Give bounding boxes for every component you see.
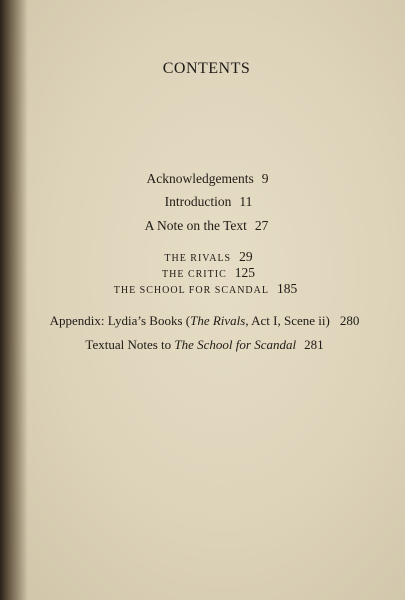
toc-entry-school-for-scandal [0,281,405,297]
toc-entry-title: THE CRITIC [162,269,227,280]
toc-entry-title-prefix: Textual Notes to [85,337,175,352]
toc-entry-title-prefix: Appendix: Lydia’s Books ( [49,313,191,328]
toc-entry-the-critic [0,265,405,281]
toc-entry-page: 9 [261,171,269,186]
toc-entry-page: 29 [239,249,253,264]
toc-entry-title: Acknowledgements [146,171,254,186]
toc-entry-page: 281 [304,337,324,352]
page-title: CONTENTS [162,60,251,77]
toc-entry-title: THE RIVALS [164,253,232,264]
toc-entry-page: 280 [339,313,360,328]
toc-entry-note-on-text [0,218,405,234]
toc-entry-title-suffix: , Act I, Scene ii) [245,313,330,328]
toc-entry-acknowledgements [0,171,405,187]
toc-entry-page: 185 [277,281,298,296]
toc-entry-textual-notes [0,337,405,353]
toc-entry-page: 125 [234,265,255,280]
toc-entry-page: 11 [239,194,253,209]
toc-entry-introduction [0,194,405,210]
toc-entry-title-italic: The School for Scandal [174,337,297,352]
toc-entry-appendix [0,313,405,329]
toc-entry-title-italic: The Rivals [190,313,246,328]
toc-entry-title: A Note on the Text [144,218,247,233]
toc-entry-title: Introduction [164,194,232,209]
toc-entry-page: 27 [254,218,269,233]
toc-entry-title: THE SCHOOL FOR SCANDAL [113,285,269,296]
toc-entry-the-rivals [0,249,405,265]
